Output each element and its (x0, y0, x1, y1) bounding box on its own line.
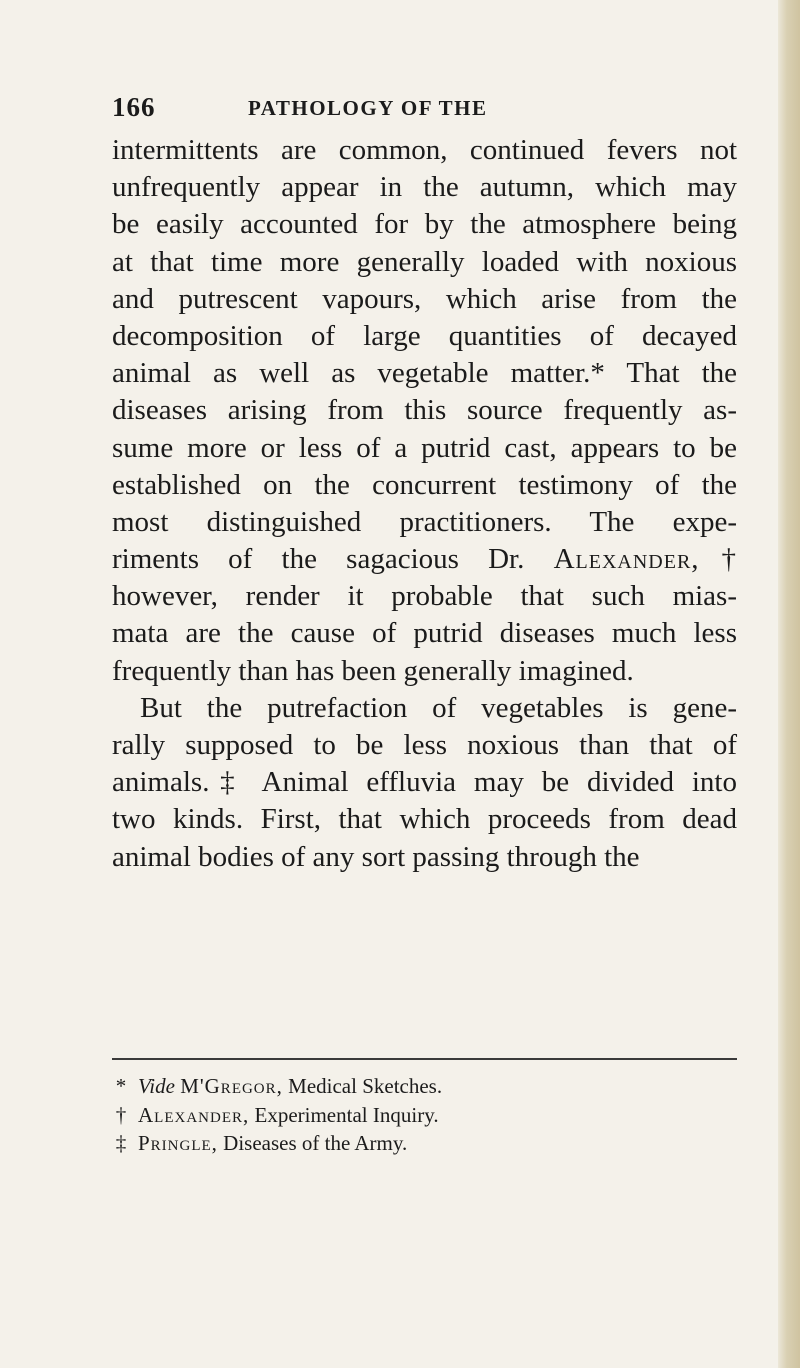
text-line: sume more or less of a putrid cast, appears to be (112, 431, 737, 464)
text-line: mata are the cause of putrid diseases much less (112, 617, 737, 650)
body-text (112, 132, 737, 876)
footnote-author: Pringle, (138, 1131, 218, 1155)
footnote-author: M'Gregor, (180, 1074, 283, 1098)
text-line (112, 541, 737, 578)
footnote-text: Diseases of the Army. (223, 1131, 408, 1155)
footnote-text: Medical Sketches. (288, 1074, 443, 1098)
author-name: Alexander,† (553, 543, 737, 576)
page-number: 166 (112, 92, 156, 122)
text-line: frequently than has been generally imagined. (112, 654, 634, 687)
running-head: PATHOLOGY OF THE (248, 96, 488, 120)
text-line: two kinds. First, that which proceeds from dead (112, 803, 737, 836)
text-line: however, render it probable that such mias- (112, 580, 737, 613)
footnote (112, 1129, 737, 1158)
text-line: be easily accounted for by the atmosphere being (112, 208, 737, 241)
footnote (112, 1072, 737, 1101)
footnotes (112, 1072, 737, 1158)
page-edge (778, 0, 800, 1368)
text-line: and putrescent vapours, which arise from the (112, 282, 737, 315)
text-line: decomposition of large quantities of decayed (112, 319, 737, 352)
footnote-prefix: Vide (138, 1074, 175, 1098)
text-line: animals.‡ Animal effluvia may be divided into (112, 766, 737, 799)
text-line: diseases arising from this source frequently as- (112, 394, 737, 427)
text-line: animal bodies of any sort passing through the (112, 840, 640, 873)
text-line: But the putrefaction of vegetables is gene- (140, 691, 737, 724)
text-fragment: riments of the sagacious Dr. (112, 543, 525, 576)
text-line: established on the concurrent testimony of the (112, 468, 737, 501)
text-line: most distinguished practitioners. The expe- (112, 505, 737, 538)
text-line: rally supposed to be less noxious than that of (112, 729, 737, 761)
footnote-mark: † (115, 1102, 127, 1127)
text-line: at that time more generally loaded with noxious (112, 245, 737, 278)
footnote-text: Experimental Inquiry. (254, 1102, 439, 1127)
footnote-rule (112, 1058, 737, 1060)
text-line: intermittents are common, continued fevers not (112, 134, 737, 166)
footnote-author: Alexander, (138, 1102, 250, 1127)
footnote-mark: * (115, 1074, 127, 1098)
text-line: animal as well as vegetable matter.* That the (112, 357, 737, 390)
footnote (112, 1101, 737, 1130)
text-line: unfrequently appear in the autumn, which may (112, 171, 737, 204)
footnote-mark: ‡ (115, 1131, 127, 1155)
page-header (112, 92, 737, 122)
